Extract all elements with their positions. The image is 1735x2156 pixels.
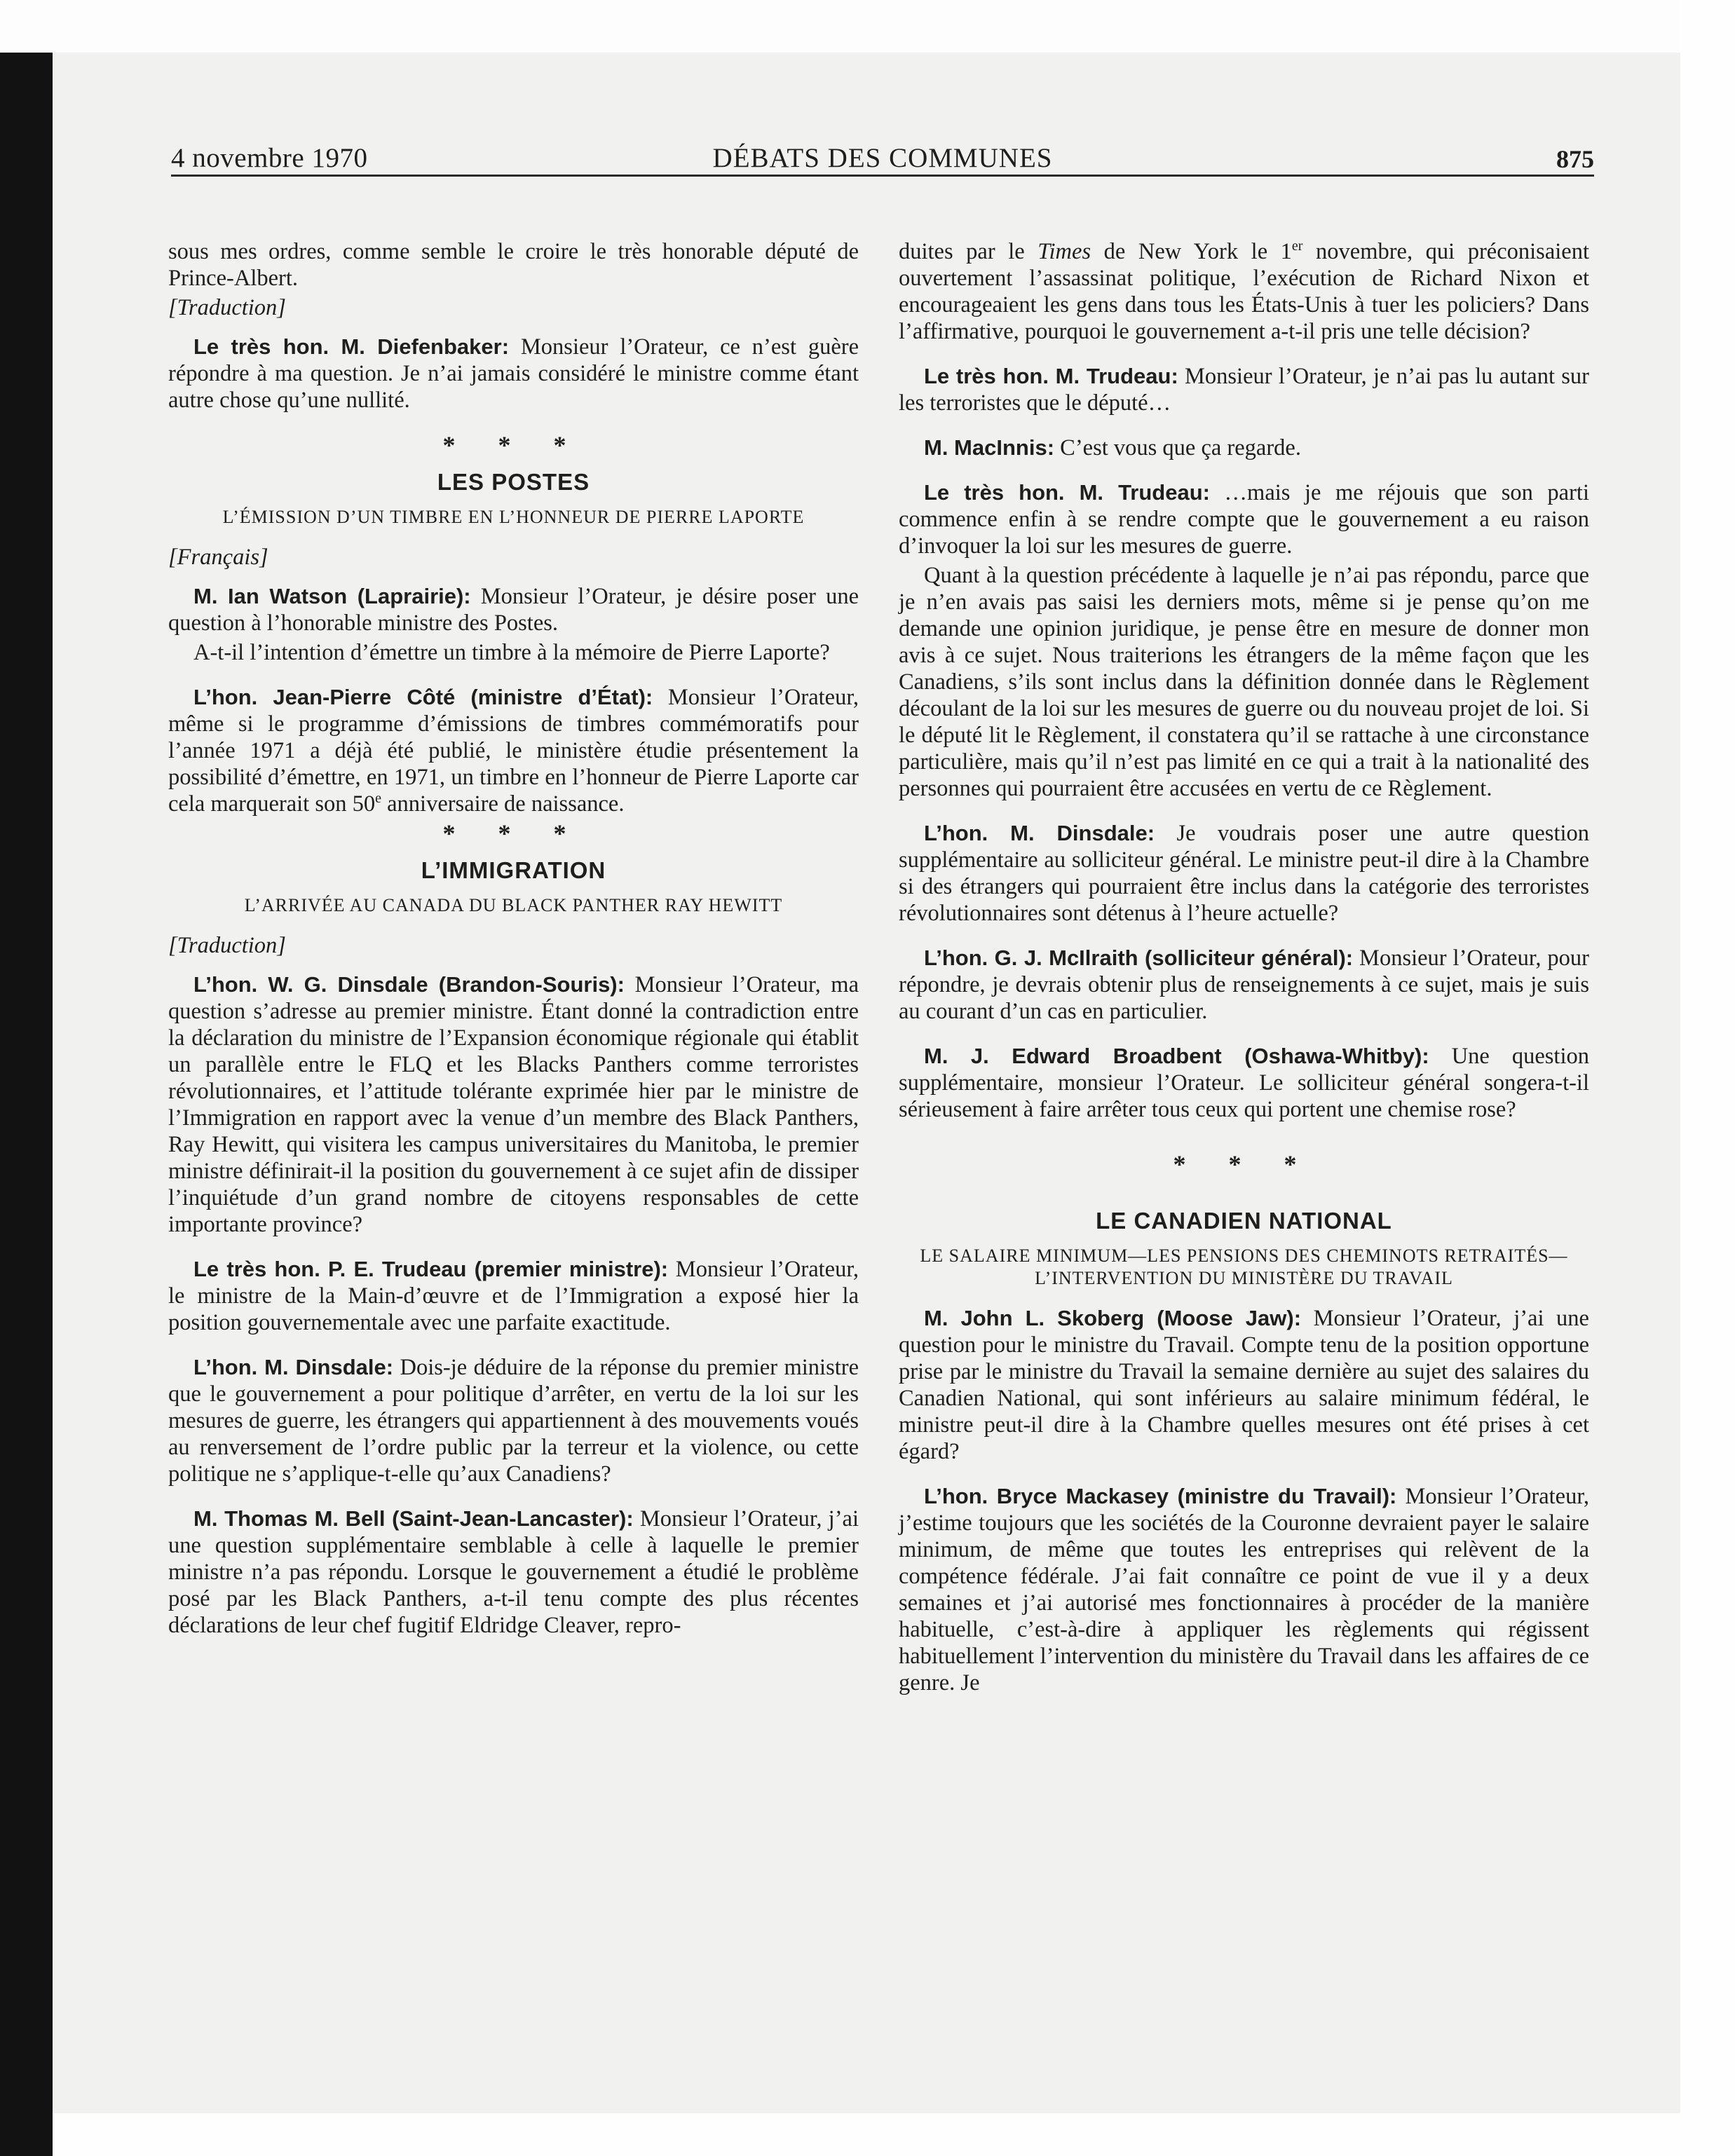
page-number: 875	[1556, 145, 1594, 173]
newspaper-title: Times	[1037, 239, 1091, 264]
speech-trudeau	[168, 1256, 859, 1336]
ordinal-suffix: e	[375, 791, 381, 807]
section-separator: * * *	[442, 819, 585, 847]
speech-diefenbaker	[168, 334, 859, 414]
language-tag: [Traduction]	[168, 295, 286, 320]
scan-border-left	[0, 53, 53, 2156]
speech-text: …mais je me réjouis que son parti commence enfin à se rendre compte que le gouvernement a eu raison d’invoquer la loi sur les mesures de guerre.	[899, 480, 1589, 559]
speech-dinsdale	[168, 971, 859, 1238]
speech-text: Monsieur l’Orateur, j’ai une question supplémentaire semblable à celle à laquelle le premier ministre n’a pas répondu. Lorsque le gouvernement a étudié le problème posé par les Black Panthers, a-t-il tenu compte des plus récentes déclarations de leur chef fugitif Eldridge Cleaver, repro-	[168, 1506, 859, 1638]
section-heading-canadien-national: LE CANADIEN NATIONAL	[1096, 1208, 1392, 1234]
speech-skoberg	[899, 1305, 1589, 1465]
speaker-name: Le très hon. M. Diefenbaker:	[193, 334, 510, 359]
scan-margin-right	[1680, 0, 1735, 2156]
section-subheading: L’ARRIVÉE AU CANADA DU BLACK PANTHER RAY HEWITT	[244, 895, 783, 915]
speaker-name: M. John L. Skoberg (Moose Jaw):	[924, 1306, 1302, 1330]
speech-watson	[168, 583, 859, 636]
speech-dinsdale-3	[899, 820, 1589, 927]
paragraph: sous mes ordres, comme semble le croire le très honorable député de Prince-Albert.	[168, 239, 859, 291]
speaker-name: L’hon. M. Dinsdale:	[193, 1355, 394, 1379]
speaker-name: L’hon. G. J. McIlraith (solliciteur général):	[924, 946, 1354, 970]
speaker-name: M. J. Edward Broadbent (Oshawa-Whitby):	[924, 1044, 1429, 1068]
speech-trudeau	[899, 363, 1589, 416]
speech-trudeau-2	[899, 479, 1589, 559]
ordinal-suffix: er	[1291, 238, 1303, 254]
section-subheading: L’ÉMISSION D’UN TIMBRE EN L’HONNEUR DE PIERRE LAPORTE	[222, 507, 805, 527]
speech-text: Monsieur l’Orateur, ce n’est guère répondre à ma question. Je n’ai jamais considéré le ministre comme étant autre chose qu’une nullité.	[168, 334, 859, 413]
right-column	[899, 238, 1589, 1714]
speaker-name: Le très hon. M. Trudeau:	[924, 480, 1210, 505]
speaker-name: Le très hon. P. E. Trudeau (premier ministre):	[193, 1257, 669, 1281]
speaker-name: L’hon. M. Dinsdale:	[924, 821, 1155, 845]
speech-cote	[168, 684, 859, 817]
header-title: DÉBATS DES COMMUNES	[712, 143, 1053, 173]
running-header	[171, 140, 1594, 177]
text-run: duites par le	[899, 239, 1038, 264]
speaker-name: M. Thomas M. Bell (Saint-Jean-Lancaster):	[193, 1506, 634, 1531]
speaker-name: M. Ian Watson (Laprairie):	[193, 584, 471, 608]
paragraph: Quant à la question précédente à laquelle je n’ai pas répondu, parce que je n’en avais pas saisi les derniers mots, même si je pense qu’on me demande une opinion juridique, je pense être en mesure de donner mon avis à ce sujet. Nous traiterions les étrangers de la même façon que les Canadiens, s’ils sont inclus dans la définition donnée dans le Règlement découlant de la loi sur les mesures de guerre ou du nouveau projet de loi. Si le député lit le Règlement, il constatera qu’il se rattache à une circonstance particulière, mais qu’il n’est pas limité en ce qui a trait à la nationalité des personnes qui pourraient être accusées en vertu de ce Règlement.	[899, 563, 1589, 801]
section-heading-postes: LES POSTES	[437, 469, 590, 495]
section-separator: * * *	[1173, 1150, 1315, 1178]
section-separator: * * *	[442, 431, 585, 459]
speaker-name: Le très hon. M. Trudeau:	[924, 364, 1178, 388]
header-date: 4 novembre 1970	[171, 143, 368, 173]
speaker-name: L’hon. Jean-Pierre Côté (ministre d’État):	[193, 685, 653, 709]
speech-text: anniversaire de naissance.	[381, 791, 625, 817]
paragraph: A-t-il l’intention d’émettre un timbre à la mémoire de Pierre Laporte?	[193, 640, 830, 665]
speech-text: Monsieur l’Orateur, je désire poser une question à l’honorable ministre des Postes.	[168, 584, 859, 636]
paragraph-continued	[899, 238, 1589, 345]
speech-text: Je voudrais poser une autre question supplémentaire au solliciteur général. Le ministre peut-il dire à la Chambre si des étrangers qui pourraient être inclus dans la catégorie des terroristes révolutionnaires sont détenus à l’heure actuelle?	[899, 821, 1590, 926]
language-tag: [Traduction]	[168, 933, 286, 958]
section-heading-immigration: L’IMMIGRATION	[421, 857, 606, 883]
speech-text: Monsieur l’Orateur, j’ai une question pour le ministre du Travail. Compte tenu de la position opportune prise par le ministre du Travail la semaine dernière au sujet des salaires du Canadien National, qui sont inférieurs au salaire minimum fédéral, le ministre peut-il dire à la Chambre quelles mesures ont été prises à cet égard?	[899, 1306, 1589, 1464]
speech-text: Monsieur l’Orateur, pour répondre, je devrais obtenir plus de renseignements à ce sujet, mais je suis au courant d’un cas en particulier.	[899, 946, 1589, 1024]
speech-mackasey	[899, 1483, 1589, 1696]
speech-dinsdale-2	[168, 1354, 859, 1487]
speech-mcilraith	[899, 945, 1589, 1025]
speech-text: Dois-je déduire de la réponse du premier ministre que le gouvernement a pour politique d’arrêter, en vertu de la loi sur les mesures de guerre, les étrangers qui appartiennent à des mouvements voués au renversement de l’ordre public par la terreur et la violence, ou cette politique ne s’applique-t-elle qu’aux Canadiens?	[168, 1355, 859, 1487]
left-column	[168, 238, 859, 1657]
text-run: novembre, qui préconisaient ouvertement l’assassinat politique, l’exécution de Richard Nixon et encourageaient les gens dans tous les États-Unis à tuer les policiers? Dans l’affirmative, pourquoi le gouvernement a-t-il pris une telle décision?	[899, 239, 1589, 344]
speech-text: C’est vous que ça regarde.	[1054, 435, 1301, 460]
speaker-name: L’hon. W. G. Dinsdale (Brandon-Souris):	[193, 972, 625, 997]
text-run: de New York le 1	[1091, 239, 1292, 264]
scan-border-top	[0, 0, 1735, 53]
speaker-name: M. MacInnis:	[924, 435, 1055, 460]
speech-text: Monsieur l’Orateur, le ministre de la Main-d’œuvre et de l’Immigration a exposé hier la position gouvernementale avec une parfaite exactitude.	[168, 1257, 859, 1335]
section-subheading: LE SALAIRE MINIMUM—LES PENSIONS DES CHEMINOTS RETRAITÉS—L’INTERVENTION DU MINISTÈRE DU TRAVAIL	[920, 1246, 1568, 1288]
speech-text: Monsieur l’Orateur, ma question s’adresse au premier ministre. Étant donné la contradiction entre la déclaration du ministre de l’Expansion économique régionale qui établit un parallèle entre le FLQ et les Blacks Panthers comme terroristes révolutionnaires, et l’attitude tolérante exprimée hier par le ministre de l’Immigration en rapport avec la venue d’un membre des Black Panthers, Ray Hewitt, qui visitera les campus universitaires du Manitoba, le premier ministre définirait-il la position du gouvernement à ce sujet afin de dissiper l’inquiétude d’un grand nombre de citoyens responsables de cette importante province?	[168, 972, 859, 1237]
scan-margin-bottom	[53, 2113, 1735, 2156]
speech-text: Une question supplémentaire, monsieur l’Orateur. Le solliciteur général songera-t-il sérieusement à faire arrêter tous ceux qui portent une chemise rose?	[899, 1044, 1589, 1122]
speaker-name: L’hon. Bryce Mackasey (ministre du Travail):	[924, 1484, 1397, 1508]
speech-text: Monsieur l’Orateur, même si le programme d’émissions de timbres commémoratifs pour l’année 1971 a déjà été publié, le ministère étudie présentement la possibilité d’émettre, en 1971, un timbre en l’honneur de Pierre Laporte car cela marquerait son 50	[168, 685, 859, 817]
speech-macinnis	[899, 435, 1589, 461]
header-rule	[171, 175, 1594, 177]
speech-broadbent	[899, 1043, 1589, 1123]
speech-text: Monsieur l’Orateur, j’estime toujours que les sociétés de la Couronne devraient payer le salaire minimum, de même que toutes les entreprises qui relèvent de la compétence fédérale. J’ai fait connaître ce point de vue il y a deux semaines et j’ai autorisé mes fonctionnaires à procéder de la manière habituelle, c’est-à-dire à appliquer les règlements qui régissent habituellement l’intervention du ministère du Travail dans les affaires de ce genre. Je	[899, 1484, 1589, 1696]
speech-text: Monsieur l’Orateur, je n’ai pas lu autant sur les terroristes que le député…	[899, 364, 1589, 416]
speech-bell	[168, 1506, 859, 1639]
language-tag: [Français]	[168, 545, 268, 570]
